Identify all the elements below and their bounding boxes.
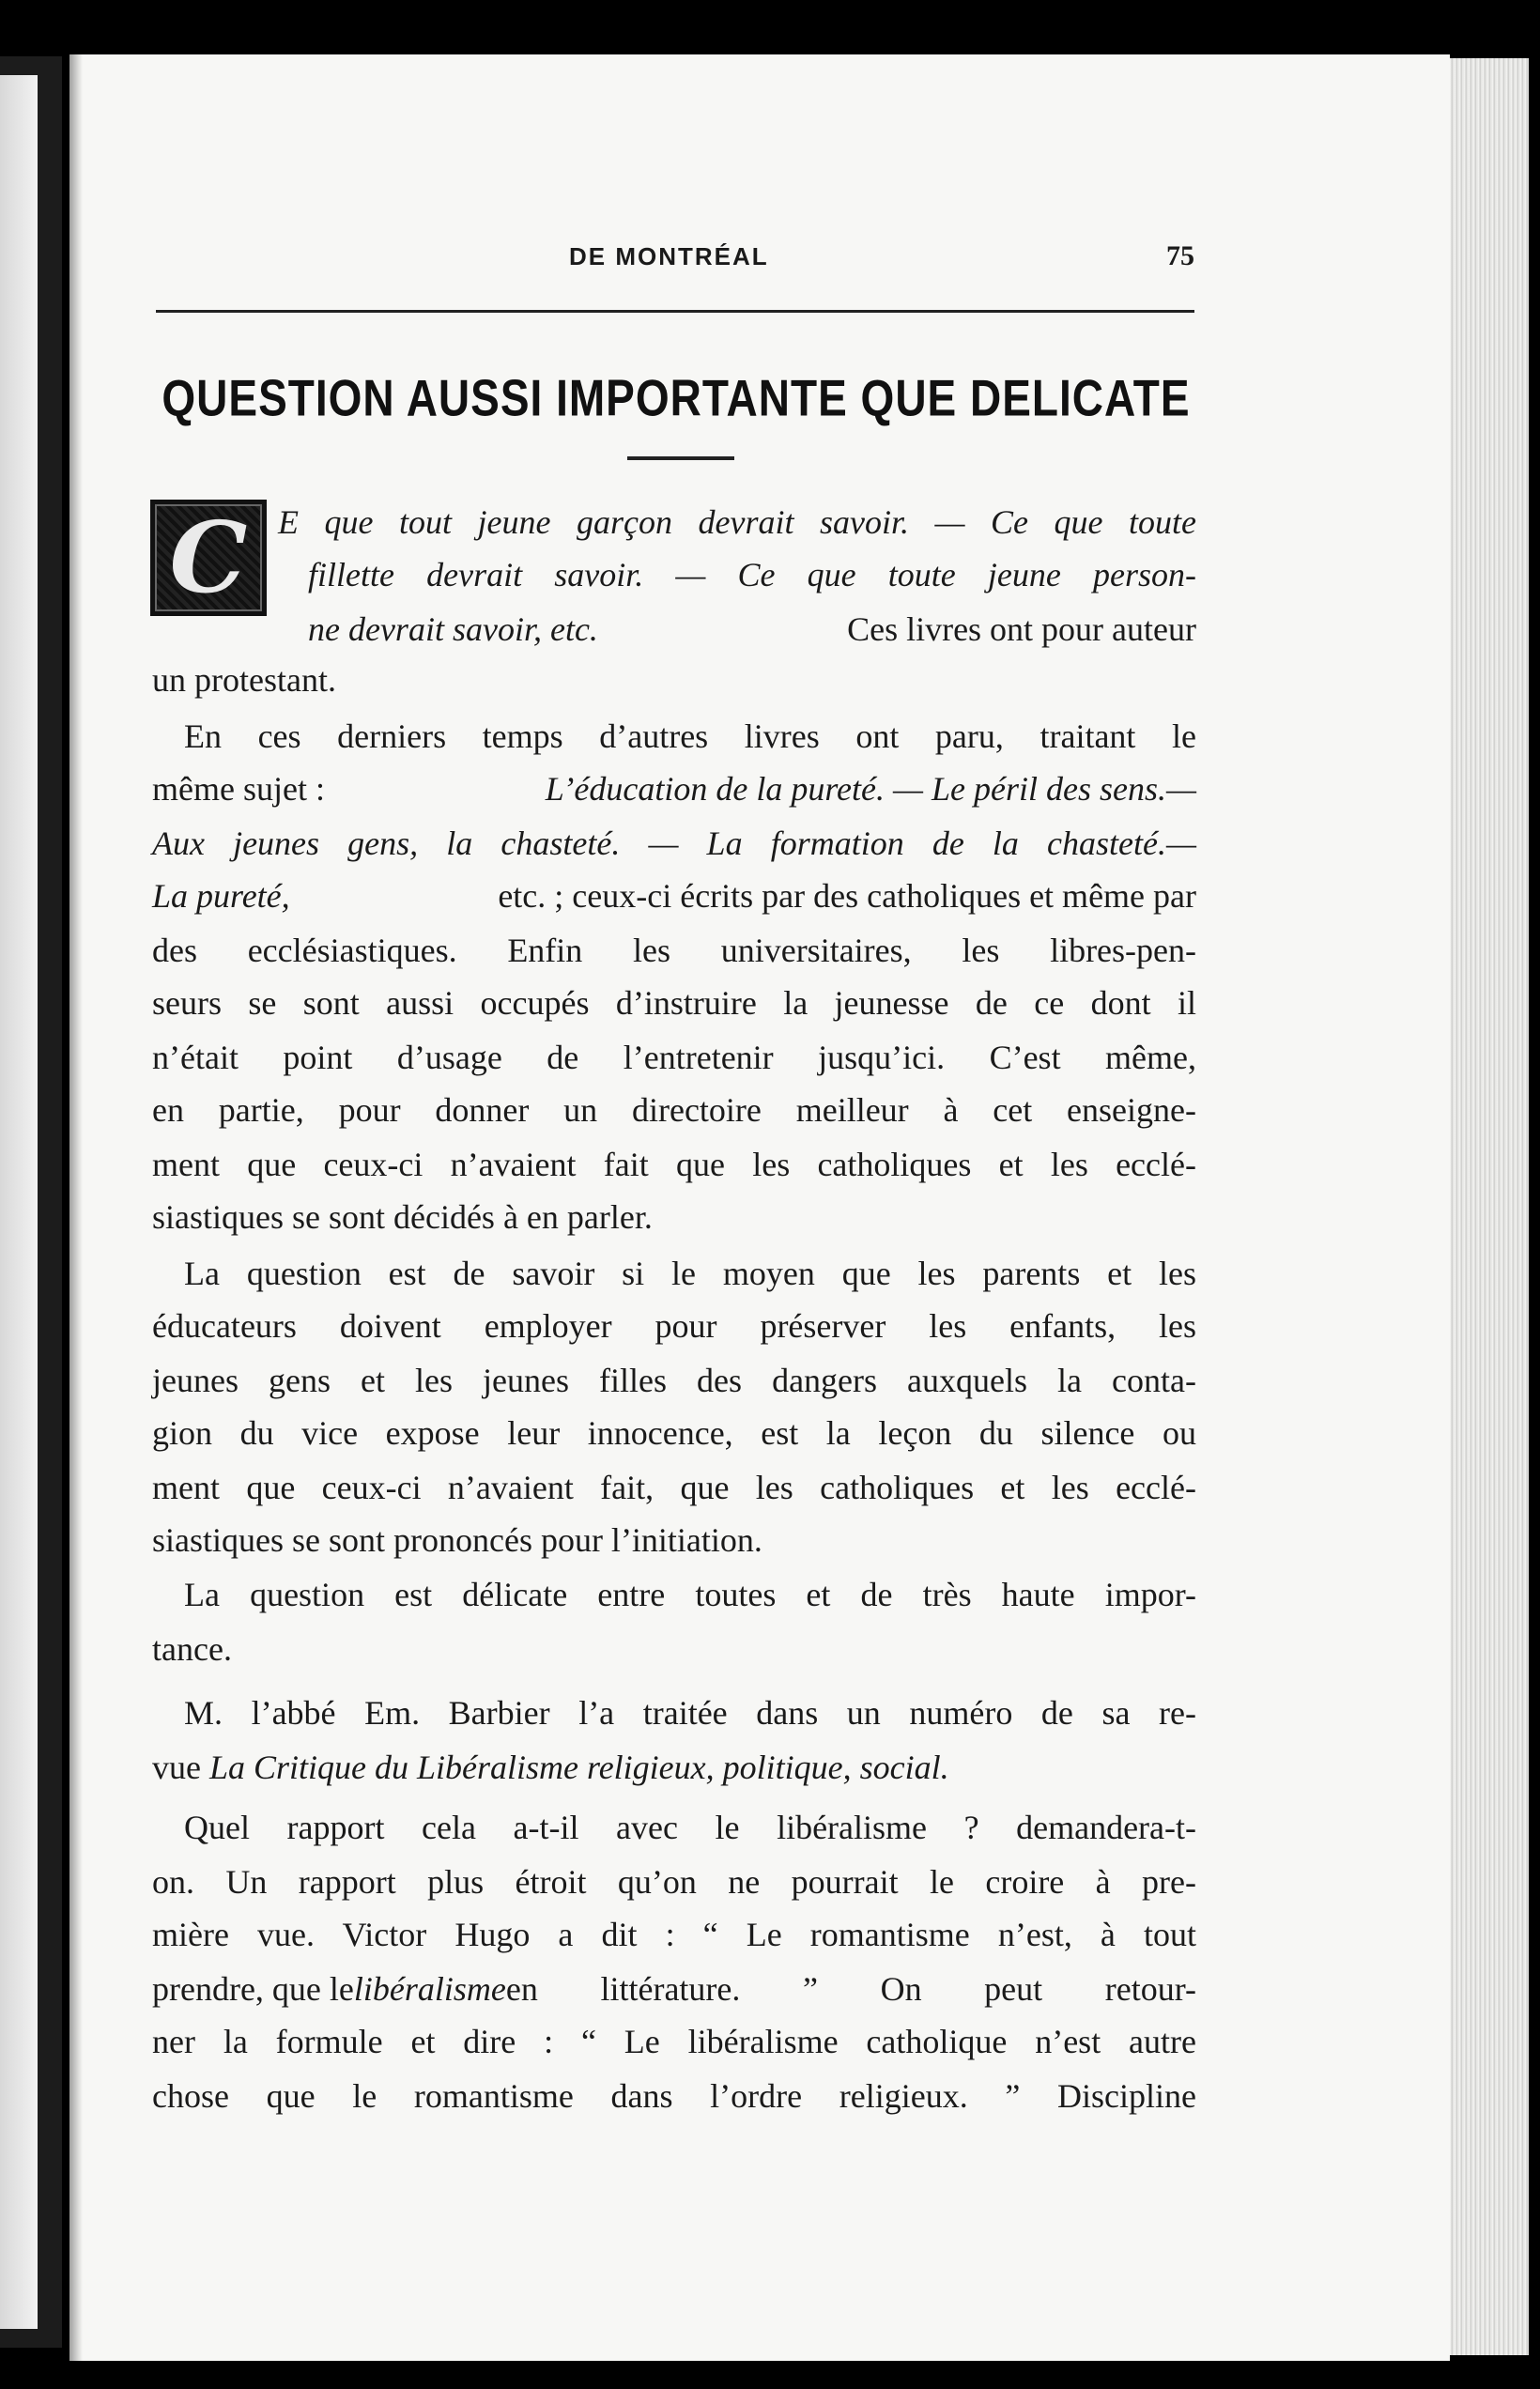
- text-line: [308, 612, 1196, 646]
- dropcap-letter: C: [169, 500, 248, 615]
- text-span: prendre, que le: [152, 1970, 354, 2008]
- text-span: La pureté,: [152, 877, 290, 915]
- text-line: [152, 1972, 1196, 2006]
- section-title: QUESTION AUSSI IMPORTANTE QUE DELICATE: [162, 369, 1191, 427]
- text-line: [152, 772, 1196, 806]
- text-span: en littérature. ” On peut retour-: [505, 1970, 1196, 2008]
- text-span: vue: [152, 1749, 209, 1786]
- text-line: E que tout jeune garçon devrait savoir. — Ce que toute: [278, 503, 1196, 541]
- text-line: En ces derniers temps d’autres livres ont paru, traitant le: [184, 717, 1196, 755]
- text-line: [152, 879, 1196, 913]
- text-line: La question est de savoir si le moyen que les parents et les: [184, 1255, 1196, 1292]
- text-span: ne devrait savoir, etc.: [308, 610, 598, 648]
- ornate-initial-c-icon: [150, 500, 267, 616]
- header-rule: [156, 310, 1194, 313]
- text-line: éducateurs doivent employer pour préserver les enfants, les: [152, 1307, 1196, 1345]
- page-number: 75: [1166, 240, 1194, 271]
- text-span: libéralisme: [353, 1970, 506, 2008]
- gutter-shadow: [69, 54, 83, 2361]
- text-line: tance.: [152, 1630, 232, 1668]
- text-span: La Critique du Libéralisme religieux, politique, social.: [208, 1749, 949, 1786]
- text-span: Ces livres ont pour auteur: [847, 610, 1196, 648]
- text-span: etc. ; ceux-ci écrits par des catholiques et même par: [498, 877, 1196, 915]
- title-rule: [627, 456, 734, 460]
- text-line: chose que le romantisme dans l’ordre religieux. ” Discipline: [152, 2077, 1196, 2115]
- text-line: mière vue. Victor Hugo a dit : “ Le romantisme n’est, à tout: [152, 1916, 1196, 1953]
- text-line: gion du vice expose leur innocence, est la leçon du silence ou: [152, 1414, 1196, 1452]
- text-line: en partie, pour donner un directoire meilleur à cet enseigne-: [152, 1091, 1196, 1129]
- text-line: on. Un rapport plus étroit qu’on ne pourrait le croire à pre-: [152, 1863, 1196, 1901]
- text-line: n’était point d’usage de l’entretenir jusqu’ici. C’est même,: [152, 1039, 1196, 1076]
- running-head: DE MONTRÉAL: [569, 242, 769, 270]
- text-line: siastiques se sont prononcés pour l’initiation.: [152, 1521, 762, 1559]
- text-line: ment que ceux-ci n’avaient fait, que les catholiques et les ecclé-: [152, 1469, 1196, 1506]
- text-line: M. l’abbé Em. Barbier l’a traitée dans un numéro de sa re-: [184, 1694, 1196, 1732]
- text-line: Aux jeunes gens, la chasteté. — La formation de la chasteté.—: [152, 825, 1196, 862]
- text-line: seurs se sont aussi occupés d’instruire la jeunesse de ce dont il: [152, 984, 1196, 1022]
- text-span: L’éducation de la pureté. — Le péril des sens.—: [545, 770, 1196, 808]
- facing-page-edge: [0, 75, 38, 2329]
- text-span: même sujet :: [152, 770, 325, 808]
- text-line: siastiques se sont décidés à en parler.: [152, 1198, 653, 1236]
- text-line: fillette devrait savoir. — Ce que toute jeune person-: [308, 556, 1196, 593]
- text-line: ment que ceux-ci n’avaient fait que les catholiques et les ecclé-: [152, 1146, 1196, 1183]
- text-line: des ecclésiastiques. Enfin les universitaires, les libres-pen-: [152, 932, 1196, 969]
- text-line: ner la formule et dire : “ Le libéralisme catholique n’est autre: [152, 2023, 1196, 2060]
- text-line: un protestant.: [152, 661, 336, 699]
- text-line: Quel rapport cela a-t-il avec le libéralisme ? demandera-t-: [184, 1809, 1196, 1846]
- page-header: [156, 239, 1194, 280]
- text-line: La question est délicate entre toutes et de très haute impor-: [184, 1576, 1196, 1613]
- text-line: jeunes gens et les jeunes filles des dangers auxquels la conta-: [152, 1362, 1196, 1399]
- text-line: [152, 1750, 949, 1784]
